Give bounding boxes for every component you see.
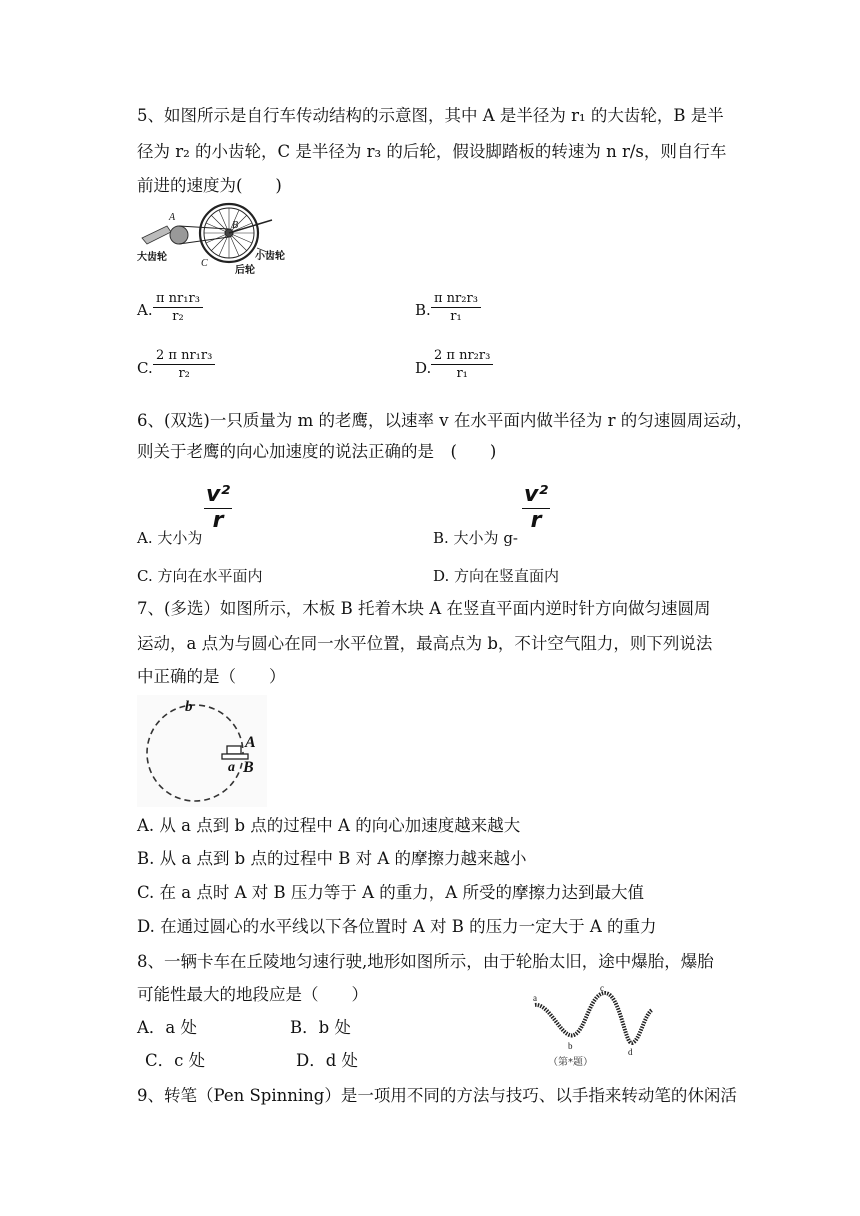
q6-option-a-numerator: v² <box>206 482 230 507</box>
q6-option-b-denominator: r <box>530 508 542 533</box>
hill-label-d: d <box>628 1047 633 1057</box>
q9-line-1: 9、转笔（Pen Spinning）是一项用不同的方法与技巧、以手指来转动笔的休闲活 <box>137 1086 737 1105</box>
q7-option-a: A. 从 a 点到 b 点的过程中 A 的向心加速度越来越大 <box>137 816 521 835</box>
q7-option-c: C. 在 a 点时 A 对 B 压力等于 A 的重力，A 所受的摩擦力达到最大值 <box>137 883 644 902</box>
q8-line-1: 8、一辆卡车在丘陵地匀速行驶,地形如图所示，由于轮胎太旧，途中爆胎，爆胎 <box>137 952 714 971</box>
q5-option-b-numerator: π nr₂r₃ <box>431 290 481 308</box>
q5-option-d-numerator: 2 π nr₂r₃ <box>431 347 493 365</box>
label-small-gear: 小齿轮 <box>255 251 285 262</box>
q5-option-d-fraction <box>431 347 493 382</box>
hill-caption: （第*题） <box>548 1057 593 1068</box>
hill-terrain-diagram <box>530 985 660 1070</box>
hill-label-c: c <box>600 985 604 993</box>
q6-option-d: D. 方向在竖直面内 <box>433 567 560 585</box>
label-a: a <box>228 760 235 775</box>
hill-label-a: a <box>533 993 537 1003</box>
q8-option-c: C．c 处 <box>145 1051 206 1070</box>
q5-option-c-fraction <box>153 347 215 382</box>
q7-line-2: 运动，a 点为与圆心在同一水平位置，最高点为 b，不计空气阻力，则下列说法 <box>137 634 713 653</box>
q5-line-2: 径为 r₂ 的小齿轮，C 是半径为 r₃ 的后轮，假设脚踏板的转速为 n r/s，则自行车 <box>137 142 727 161</box>
q6-option-c: C. 方向在水平面内 <box>137 567 263 585</box>
q6-option-a: A. 大小为 <box>137 529 203 547</box>
q7-line-1: 7、(多选）如图所示，木板 B 托着木块 A 在竖直平面内逆时针方向做匀速圆周 <box>137 599 711 618</box>
q7-line-3: 中正确的是（ ） <box>137 667 286 686</box>
q5-option-d-label: D. <box>415 359 432 377</box>
label-c: C <box>201 258 208 269</box>
q7-option-b: B. 从 a 点到 b 点的过程中 B 对 A 的摩擦力越来越小 <box>137 849 527 868</box>
block-a <box>227 746 241 754</box>
q5-option-b-denominator: r₁ <box>450 309 462 324</box>
circular-motion-diagram <box>137 695 267 807</box>
q8-option-d: D．d 处 <box>296 1051 359 1070</box>
q8-option-a: A．a 处 <box>137 1018 197 1037</box>
label-b: B <box>232 220 239 231</box>
q5-option-b-fraction <box>431 290 481 325</box>
q5-option-a-label: A. <box>137 301 153 319</box>
q5-option-a-numerator: π nr₁r₃ <box>153 290 203 308</box>
q6-option-a-denominator: r <box>212 508 224 533</box>
q6-option-b-fraction <box>522 482 550 533</box>
q5-option-a-denominator: r₂ <box>172 309 184 324</box>
label-A: A <box>245 734 256 751</box>
q5-option-a-fraction <box>153 290 203 325</box>
label-a: A <box>169 212 176 223</box>
q6-option-b: B. 大小为 g- <box>433 529 518 547</box>
q6-line-2: 则关于老鹰的向心加速度的说法正确的是 ( ) <box>137 442 497 461</box>
label-rear-wheel: 后轮 <box>235 265 255 276</box>
q7-option-d: D. 在通过圆心的水平线以下各位置时 A 对 B 的压力一定大于 A 的重力 <box>137 917 657 936</box>
q5-option-d-denominator: r₁ <box>456 366 468 381</box>
q5-option-b-label: B. <box>415 301 431 319</box>
q6-line-1: 6、(双选)一只质量为 m 的老鹰，以速率 v 在水平面内做半径为 r 的匀速圆周运动， <box>137 411 753 430</box>
q8-line-2: 可能性最大的地段应是（ ） <box>137 985 368 1004</box>
q5-option-c-denominator: r₂ <box>178 366 190 381</box>
q5-option-c-label: C. <box>137 359 153 377</box>
bicycle-diagram <box>137 200 297 280</box>
q5-line-3: 前进的速度为( ) <box>137 176 282 195</box>
q6-option-a-fraction <box>204 482 232 533</box>
label-B: B <box>243 759 254 776</box>
q6-option-b-numerator: v² <box>524 482 548 507</box>
q5-line-1: 5、如图所示是自行车传动结构的示意图，其中 A 是半径为 r₁ 的大齿轮，B 是半 <box>137 106 724 125</box>
label-b: b <box>185 699 193 715</box>
label-big-gear: 大齿轮 <box>137 252 167 263</box>
q8-option-b: B．b 处 <box>290 1018 351 1037</box>
q5-option-c-numerator: 2 π nr₁r₃ <box>153 347 215 365</box>
hill-label-b: b <box>568 1041 573 1051</box>
